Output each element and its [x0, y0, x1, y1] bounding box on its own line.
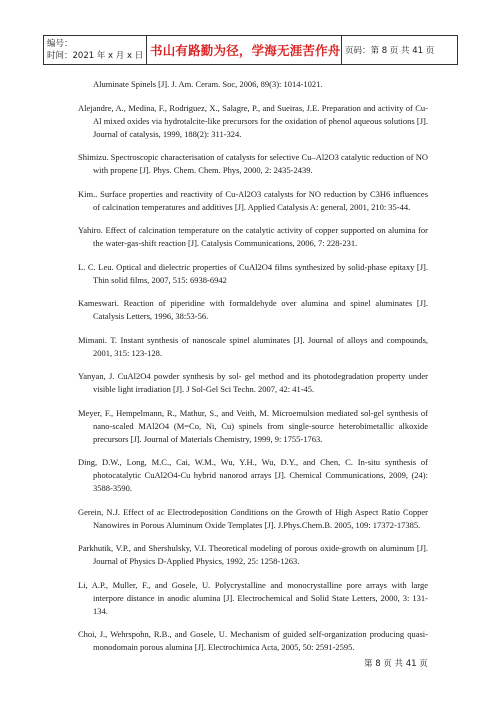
reference-list: [78, 78, 428, 665]
reference-item: Ding, D.W., Long, M.C., Cai, W.M., Wu, Y.H., Wu, D.Y., and Chen, C. In-situ synthesis of photocatalytic CuAl2O4-Cu hybrid nanorod arrays [J]. Chemical Communications, 2009, (24): 3588-3590.: [78, 457, 428, 493]
reference-item: Shimizu. Spectroscopic characterisation of catalysts for selective Cu–Al2O3 catalytic reduction of NO with propene [J]. Phys. Chem. Chem. Phys, 2000, 2: 2435-2439.: [78, 152, 428, 175]
header-meta: [44, 36, 147, 65]
reference-item: Yanyan, J. CuAl2O4 powder synthesis by sol- gel method and its photodegradation property under visible light irradiation [J]. J Sol-Gel Sci Techn. 2007, 42: 41-45.: [78, 371, 428, 394]
reference-item: Choi, J., Wehrspohn, R.B., and Gosele, U. Mechanism of guided self-organization producing quasi-monodomain porous alumina [J]. Electrochimica Acta, 2005, 50: 2591-2595.: [78, 629, 428, 652]
document-time-label: 时间：2021 年 x 月 x 日: [47, 51, 144, 61]
page-footer: 第 8 页 共 41 页: [364, 659, 428, 669]
reference-item: Meyer, F., Hempelmann, R., Mathur, S., and Veith, M. Microemulsion mediated sol-gel synthesis of nano-scaled MAl2O4 (M=Co, Ni, Cu) spinels from single-source heterobimetallic alkoxide precursors [J]. Journal of Materials Chemistry, 1999, 9: 1755-1763.: [78, 407, 428, 444]
reference-item: Gerein, N.J. Effect of ac Electrodeposition Conditions on the Growth of High Aspect Ratio Copper Nanowires in Porous Aluminum Oxide Templates [J]. J.Phys.Chem.B. 2005, 109: 17372-17385.: [78, 506, 428, 530]
reference-item: Li, A.P., Muller, F., and Gosele, U. Polycrystalline and monocrystalline pore arrays with large interpore distance in anodic alumina [J]. Electrochemical and Solid State Letters, 2000, 3: 131-134.: [78, 579, 428, 616]
header-motto: 书山有路勤为径，学海无涯苦作舟: [147, 36, 342, 65]
header-page-number: 页码：第 8 页 共 41 页: [342, 36, 458, 65]
reference-item: Aluminate Spinels [J]. J. Am. Ceram. Soc, 2006, 89(3): 1014-1021.: [93, 79, 323, 89]
reference-item: Kim.. Surface properties and reactivity of Cu-Al2O3 catalysts for NO reduction by C3H6 influences of calcination temperatures and additives [J]. Applied Catalysis A: general, 2001, 210: 35-44.: [78, 188, 428, 212]
document-code-label: 编号：: [47, 39, 73, 49]
reference-item: L. C. Leu. Optical and dielectric properties of CuAl2O4 films synthesized by solid-phase epitaxy [J]. Thin solid films, 2007, 515: 6938-6942: [78, 261, 428, 285]
reference-item: Kameswari. Reaction of piperidine with formaldehyde over alumina and spinel aluminates [J]. Catalysis Letters, 1996, 38:53-56.: [78, 298, 428, 321]
reference-item: Alejandre, A., Medina, F., Rodriguez, X., Salagre, P., and Sueiras, J.E. Preparation and activity of Cu-Al mixed oxides via hydrotalcite-like precursors for the oxidation of phenol aqueous solutions [J]. Journal of catalysis, 1999, 188(2): 311-324.: [78, 102, 428, 139]
reference-item: Parkhutik, V.P., and Shershulsky, V.I. Theoretical modeling of porous oxide-growth on aluminum [J]. Journal of Physics D-Applied Physics, 1992, 25: 1258-1263.: [78, 543, 428, 566]
reference-item: Yahiro. Effect of calcination temperature on the catalytic activity of copper supported on alumina for the water-gas-shift reaction [J]. Catalysis Communications, 2006, 7: 228-231.: [78, 225, 428, 248]
reference-item: Mimani. T. Instant synthesis of nanoscale spinel aluminates [J]. Journal of alloys and compounds, 2001, 315: 123-128.: [78, 334, 428, 358]
page-header: [43, 35, 458, 65]
